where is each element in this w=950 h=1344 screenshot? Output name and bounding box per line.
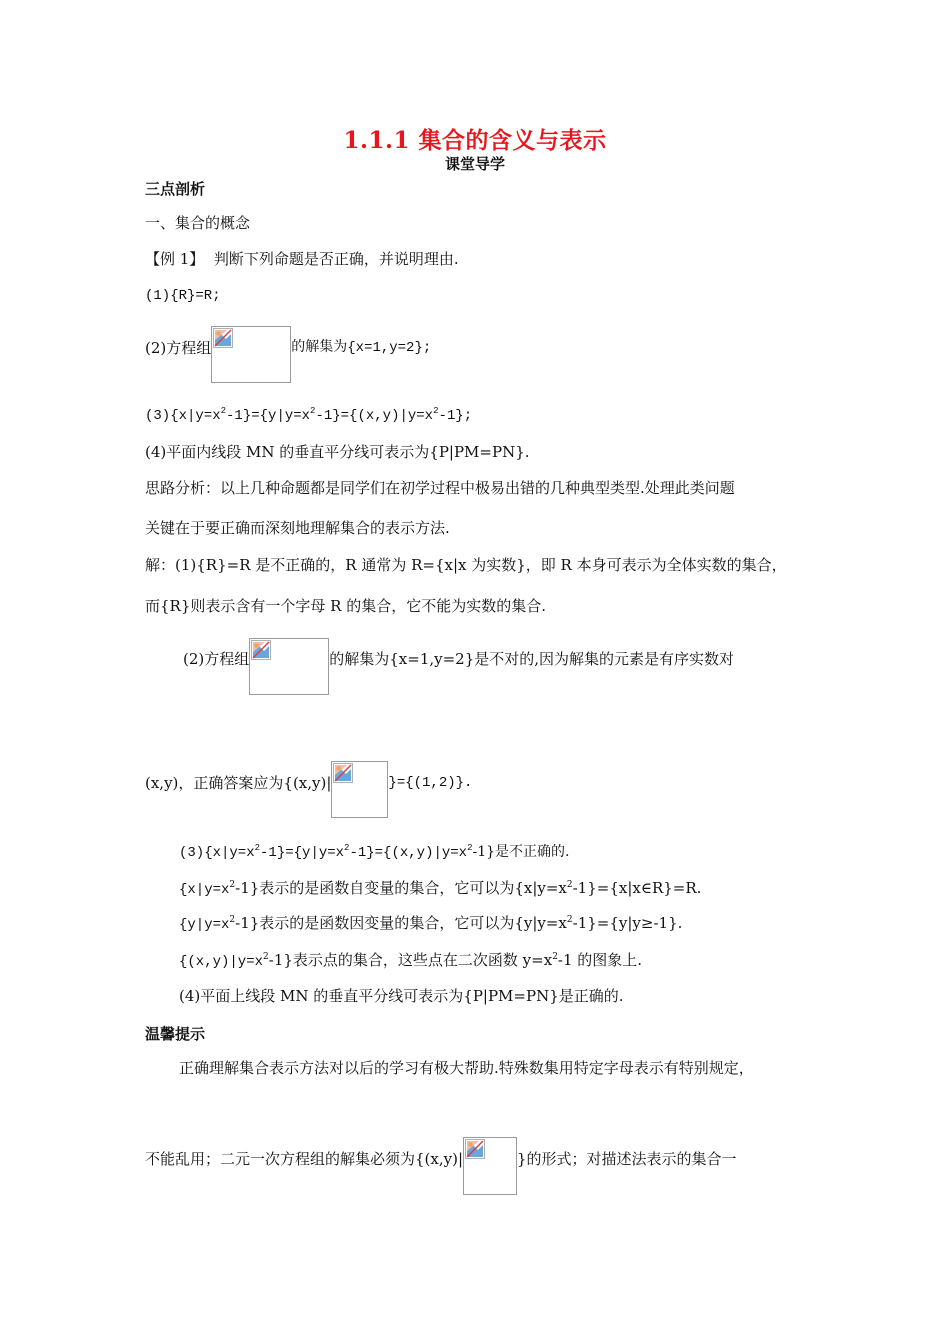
broken-image-icon xyxy=(251,640,271,660)
superscript: 2 xyxy=(254,843,261,853)
superscript: 2 xyxy=(229,880,236,890)
proposition-4: (4)平面内线段 MN 的垂直平分线可表示为{P|PM=PN}. xyxy=(145,443,530,461)
analysis-line-2: 关键在于要正确而深刻地理解集合的表示方法. xyxy=(145,519,450,537)
superscript: 2 xyxy=(467,843,473,853)
example-text: 判断下列命题是否正确，并说明理由. xyxy=(213,250,459,268)
superscript: 2 xyxy=(220,406,227,416)
proposition-3-part: -1}={(x,y)|y=x xyxy=(315,408,434,424)
equation-system-image xyxy=(211,326,291,383)
solution-3-part: {x|y=x xyxy=(179,882,230,898)
solution-3-line-3 xyxy=(179,913,682,935)
section-heading-tips: 温馨提示 xyxy=(145,1025,206,1043)
superscript: 2 xyxy=(566,915,573,925)
solution-3-part: -1}表示点的集合，这些点在二次函数 y=x xyxy=(268,951,553,969)
section-heading-analysis: 三点剖析 xyxy=(145,180,206,198)
example-label: 【例 1】 xyxy=(145,250,205,268)
analysis-line-1: 思路分析：以上几种命题都是同学们在初学过程中极易出错的几种典型类型.处理此类问题 xyxy=(145,479,735,497)
proposition-3-part: -1}={y|y=x xyxy=(226,408,311,424)
superscript: 2 xyxy=(433,406,439,416)
proposition-2-prefix: (2)方程组 xyxy=(145,339,212,357)
page-subtitle: 课堂导学 xyxy=(444,155,505,173)
solution-3-part: -1}={(x,y)|y=x xyxy=(349,845,468,861)
tip-line-2-prefix: 不能乱用；二元一次方程组的解集必须为{(x,y)| xyxy=(145,1150,464,1168)
solution-1-line-1: 解：(1){R}=R 是不正确的，R 通常为 R={x|x 为实数}，即 R 本身可表示为全体实数的集合， xyxy=(145,556,787,574)
condition-image xyxy=(331,761,388,818)
equation-system-image xyxy=(249,638,329,695)
solution-2-prefix: (2)方程组 xyxy=(183,650,250,668)
example-line xyxy=(145,249,459,269)
solution-3-part: -1}={x|x∈R}=R. xyxy=(572,879,702,897)
proposition-3 xyxy=(145,406,472,426)
superscript: 2 xyxy=(263,952,269,962)
solution-3-part: -1}={y|y=x xyxy=(260,845,345,861)
proposition-1: (1){R}=R; xyxy=(145,288,221,304)
solution-4: (4)平面上线段 MN 的垂直平分线可表示为{P|PM=PN}是正确的. xyxy=(179,987,624,1005)
proposition-3-part: -1}; xyxy=(438,408,473,424)
broken-image-icon xyxy=(333,763,353,783)
tip-line-2-suffix: }的形式；对描述法表示的集合一 xyxy=(517,1150,737,1168)
page-title: 1.1.1 集合的含义与表示 xyxy=(343,127,607,154)
superscript: 2 xyxy=(344,843,350,853)
condition-image xyxy=(463,1137,517,1195)
broken-image-icon xyxy=(465,1139,485,1159)
superscript: 2 xyxy=(229,915,236,925)
tip-line-2 xyxy=(145,1137,737,1195)
solution-3-part: {y|y=x xyxy=(179,917,230,933)
solution-3-part: (3){x|y=x xyxy=(179,845,255,861)
superscript: 2 xyxy=(566,880,573,890)
superscript: 2 xyxy=(310,406,316,416)
solution-3-part: {(x,y)|y=x xyxy=(179,954,264,970)
tip-line-1: 正确理解集合表示方法对以后的学习有极大帮助.特殊数集用特定字母表示有特别规定， xyxy=(179,1059,754,1077)
subsection-heading: 一、集合的概念 xyxy=(145,214,251,232)
solution-3-part: -1}是不正确的. xyxy=(472,844,570,860)
superscript: 2 xyxy=(552,952,558,962)
solution-3-part: -1}表示的是函数因变量的集合，它可以为{y|y=x xyxy=(235,914,567,932)
solution-2b-prefix: (x,y)，正确答案应为{(x,y)| xyxy=(145,774,332,792)
solution-3-part: -1 的图象上. xyxy=(557,951,643,969)
proposition-2 xyxy=(145,326,431,383)
solution-2-suffix: 的解集为{x=1,y=2}是不对的,因为解集的元素是有序实数对 xyxy=(329,650,735,668)
broken-image-icon xyxy=(213,328,233,348)
solution-3-line-1 xyxy=(179,842,569,863)
solution-3-part: -1}表示的是函数自变量的集合，它可以为{x|y=x xyxy=(235,879,567,897)
proposition-3-part: (3){x|y=x xyxy=(145,408,221,424)
solution-2-line-2 xyxy=(145,761,472,818)
solution-2-line-1 xyxy=(183,638,734,695)
solution-2b-suffix: }={(1,2)}. xyxy=(388,775,473,791)
solution-3-line-4 xyxy=(179,950,642,972)
solution-3-part: -1}={y|y≥-1}. xyxy=(572,914,683,932)
solution-1-line-2: 而{R}则表示含有一个字母 R 的集合，它不能为实数的集合. xyxy=(145,597,546,615)
proposition-2-suffix: 的解集为{x=1,y=2}; xyxy=(291,340,432,356)
solution-3-line-2 xyxy=(179,878,701,900)
